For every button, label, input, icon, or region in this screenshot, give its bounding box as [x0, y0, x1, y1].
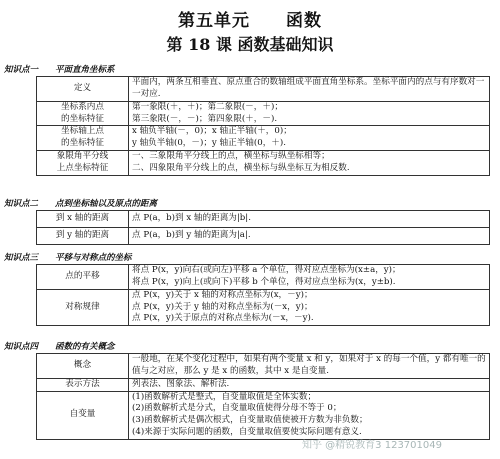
axis-point-text: x 轴负半轴(－，0)；x 轴正半轴(＋，0)； y 轴负半轴(0，－)；y 轴正半轴(0，＋). [129, 126, 490, 151]
y-axis-distance-label: 到 y 轴的距离 [37, 228, 129, 245]
concept-label: 概念 [37, 354, 129, 379]
table-row [37, 126, 490, 151]
x-axis-distance-text: 点 P(a，b)到 x 轴的距离为|b|. [129, 211, 490, 228]
table-row [37, 265, 490, 290]
section-heading-4: 知识点四 函数的有关概念 [4, 342, 115, 352]
table-row [37, 391, 490, 439]
bisector-text: 一、三象限角平分线上的点，横坐标与纵坐标相等； 二、四象限角平分线上的点，横坐标与纵坐标互为相反数. [129, 151, 490, 176]
quadrant-label: 坐标系内点 的坐标特征 [37, 101, 129, 126]
section-heading-2: 知识点二 点到坐标轴以及原点的距离 [4, 199, 158, 209]
translation-text: 将点 P(x，y)向右(或向左)平移 a 个单位，得对应点坐标为(x±a，y)； 将点 P(x，y)向上(或向下)平移 b 个单位，得对应点坐标为(x，y±b). [129, 265, 490, 290]
section-heading-1: 知识点一 平面直角坐标系 [4, 65, 115, 75]
table-row [37, 77, 490, 102]
variable-label: 自变量 [37, 391, 129, 439]
translation-symmetry-table [36, 264, 490, 326]
quadrant-text: 第一象限(＋，＋)；第二象限(－，＋)； 第三象限(－，－)；第四象限(＋，－). [129, 101, 490, 126]
coordinate-system-table [36, 76, 490, 176]
symmetry-label: 对称规律 [37, 289, 129, 326]
symmetry-text: 点 P(x，y)关于 x 轴的对称点坐标为(x，－y)； 点 P(x，y)关于 y 轴的对称点坐标为(－x，y)； 点 P(x，y)关于原点的对称点坐标为(－x，－y). [129, 289, 490, 326]
variable-text: (1)函数解析式是整式，自变量取值是全体实数； (2)函数解析式是分式，自变量取值使得分母不等于 0； (3)函数解析式是偶次根式，自变量取值使被开方数为非负数； (4)来源于实际问题的函数，自变量取值要使实际问题有意义. [129, 391, 490, 439]
lesson-title: 第 18 课 函数基础知识 [166, 35, 334, 54]
table-row [37, 289, 490, 326]
distance-table [36, 210, 490, 245]
translation-label: 点的平移 [37, 265, 129, 290]
y-axis-distance-text: 点 P(a，b)到 y 轴的距离为|a|. [129, 228, 490, 245]
table-row [37, 354, 490, 379]
table-row [37, 151, 490, 176]
table-row [37, 378, 490, 391]
definition-text: 平面内，两条互相垂直、原点重合的数轴组成平面直角坐标系。坐标平面内的点与有序数对一一对应. [129, 77, 490, 102]
table-row [37, 101, 490, 126]
page-title: 第五单元 函数 [178, 11, 322, 31]
bisector-label: 象限角平分线 上点坐标特征 [37, 151, 129, 176]
method-text: 列表法、图象法、解析法. [129, 378, 490, 391]
method-label: 表示方法 [37, 378, 129, 391]
function-concept-table [36, 353, 490, 440]
axis-point-label: 坐标轴上点 的坐标特征 [37, 126, 129, 151]
table-row [37, 211, 490, 228]
concept-text: 一般地，在某个变化过程中，如果有两个变量 x 和 y，如果对于 x 的每一个值，y 都有唯一的值与之对应，那么 y 是 x 的函数，其中 x 是自变量. [129, 354, 490, 379]
watermark: 知乎 @精锐教育3 123701049 [302, 440, 442, 451]
x-axis-distance-label: 到 x 轴的距离 [37, 211, 129, 228]
section-heading-3: 知识点三 平移与对称点的坐标 [4, 253, 132, 263]
definition-label: 定义 [37, 77, 129, 102]
table-row [37, 228, 490, 245]
